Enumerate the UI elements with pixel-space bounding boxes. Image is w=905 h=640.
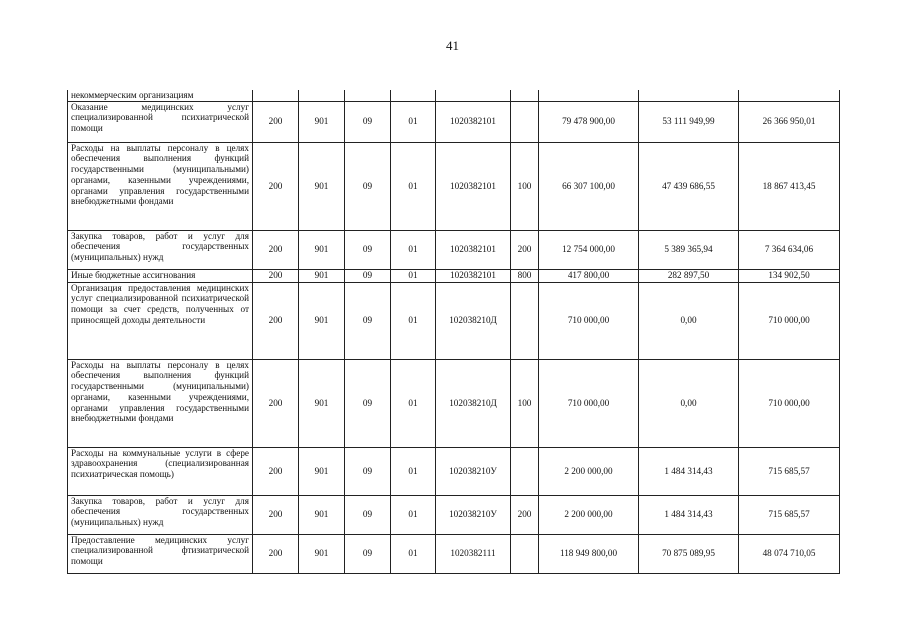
- cell-vr: 100: [511, 359, 539, 447]
- cell-sum1: [539, 90, 639, 101]
- cell-rz: 09: [345, 101, 391, 142]
- cell-ved: 901: [299, 269, 345, 282]
- table-row: [68, 90, 840, 101]
- cell-sum3: 710 000,00: [739, 359, 840, 447]
- cell-sum2: 282 897,50: [639, 269, 739, 282]
- cell-pr: [391, 90, 436, 101]
- table-row: [68, 230, 840, 269]
- cell-sum1: 118 949 800,00: [539, 534, 639, 573]
- cell-sum3: 715 685,57: [739, 495, 840, 534]
- table-row: [68, 359, 840, 447]
- cell-admin: 200: [253, 142, 299, 230]
- cell-sum2: 47 439 686,55: [639, 142, 739, 230]
- cell-sum1: 66 307 100,00: [539, 142, 639, 230]
- cell-sum1: 12 754 000,00: [539, 230, 639, 269]
- cell-pr: 01: [391, 282, 436, 359]
- table-row: [68, 142, 840, 230]
- cell-rz: 09: [345, 447, 391, 495]
- cell-csr: 1020382101: [436, 269, 511, 282]
- cell-ved: 901: [299, 142, 345, 230]
- cell-name: Расходы на выплаты персоналу в целях обеспечения выполнения функций государственными (муниципальными) органами, казенными учреждениями, органами управления государственными внебюджетными фондами: [68, 359, 253, 447]
- cell-admin: 200: [253, 447, 299, 495]
- cell-ved: [299, 90, 345, 101]
- cell-vr: [511, 282, 539, 359]
- table-row: [68, 447, 840, 495]
- cell-vr: 100: [511, 142, 539, 230]
- cell-sum2: 0,00: [639, 359, 739, 447]
- cell-pr: 01: [391, 359, 436, 447]
- cell-vr: [511, 90, 539, 101]
- cell-sum2: 53 111 949,99: [639, 101, 739, 142]
- cell-sum2: [639, 90, 739, 101]
- cell-sum1: 710 000,00: [539, 282, 639, 359]
- cell-sum3: 48 074 710,05: [739, 534, 840, 573]
- cell-name: Организация предоставления медицинских услуг специализированной психиатрической помощи за счет средств, полученных от приносящей доходы деятельности: [68, 282, 253, 359]
- cell-admin: 200: [253, 495, 299, 534]
- cell-rz: 09: [345, 495, 391, 534]
- cell-name: Закупка товаров, работ и услуг для обеспечения государственных (муниципальных) нужд: [68, 230, 253, 269]
- cell-admin: [253, 90, 299, 101]
- cell-pr: 01: [391, 534, 436, 573]
- cell-csr: 102038210У: [436, 447, 511, 495]
- cell-sum2: 70 875 089,95: [639, 534, 739, 573]
- cell-pr: 01: [391, 447, 436, 495]
- cell-csr: 102038210Д: [436, 359, 511, 447]
- cell-vr: 800: [511, 269, 539, 282]
- cell-ved: 901: [299, 534, 345, 573]
- cell-rz: 09: [345, 230, 391, 269]
- cell-rz: 09: [345, 534, 391, 573]
- cell-name: Иные бюджетные ассигнования: [68, 269, 253, 282]
- cell-sum2: 1 484 314,43: [639, 447, 739, 495]
- cell-sum1: 79 478 900,00: [539, 101, 639, 142]
- cell-name: Расходы на коммунальные услуги в сфере здравоохранения (специализированная психиатрическая помощь): [68, 447, 253, 495]
- cell-name: Оказание медицинских услуг специализированной психиатрической помощи: [68, 101, 253, 142]
- cell-vr: 200: [511, 230, 539, 269]
- cell-admin: 200: [253, 101, 299, 142]
- cell-admin: 200: [253, 230, 299, 269]
- cell-ved: 901: [299, 101, 345, 142]
- cell-ved: 901: [299, 447, 345, 495]
- cell-vr: [511, 534, 539, 573]
- cell-pr: 01: [391, 142, 436, 230]
- cell-sum2: 5 389 365,94: [639, 230, 739, 269]
- budget-table: [67, 90, 840, 574]
- cell-admin: 200: [253, 269, 299, 282]
- cell-admin: 200: [253, 282, 299, 359]
- cell-rz: 09: [345, 359, 391, 447]
- cell-name: Предоставление медицинских услуг специализированной фтизиатрической помощи: [68, 534, 253, 573]
- cell-rz: 09: [345, 269, 391, 282]
- cell-admin: 200: [253, 534, 299, 573]
- cell-pr: 01: [391, 230, 436, 269]
- cell-csr: [436, 90, 511, 101]
- cell-name: Закупка товаров, работ и услуг для обеспечения государственных (муниципальных) нужд: [68, 495, 253, 534]
- cell-pr: 01: [391, 101, 436, 142]
- cell-pr: 01: [391, 269, 436, 282]
- cell-rz: 09: [345, 282, 391, 359]
- cell-sum1: 710 000,00: [539, 359, 639, 447]
- cell-name: Расходы на выплаты персоналу в целях обеспечения выполнения функций государственными (муниципальными) органами, казенными учреждениями, органами управления государственными внебюджетными фондами: [68, 142, 253, 230]
- cell-sum3: 715 685,57: [739, 447, 840, 495]
- cell-admin: 200: [253, 359, 299, 447]
- cell-csr: 1020382101: [436, 142, 511, 230]
- cell-vr: [511, 101, 539, 142]
- cell-csr: 1020382101: [436, 230, 511, 269]
- cell-sum3: 134 902,50: [739, 269, 840, 282]
- page-number: 41: [446, 38, 459, 53]
- cell-name: некоммерческим организациям: [68, 90, 253, 101]
- cell-vr: 200: [511, 495, 539, 534]
- cell-sum3: [739, 90, 840, 101]
- table-row: [68, 269, 840, 282]
- cell-rz: [345, 90, 391, 101]
- cell-sum2: 1 484 314,43: [639, 495, 739, 534]
- cell-sum3: 710 000,00: [739, 282, 840, 359]
- table-row: [68, 495, 840, 534]
- table-row: [68, 101, 840, 142]
- cell-ved: 901: [299, 282, 345, 359]
- cell-pr: 01: [391, 495, 436, 534]
- cell-csr: 102038210У: [436, 495, 511, 534]
- cell-sum2: 0,00: [639, 282, 739, 359]
- cell-ved: 901: [299, 495, 345, 534]
- cell-sum1: 2 200 000,00: [539, 495, 639, 534]
- cell-ved: 901: [299, 230, 345, 269]
- cell-sum1: 417 800,00: [539, 269, 639, 282]
- cell-sum3: 26 366 950,01: [739, 101, 840, 142]
- cell-csr: 1020382111: [436, 534, 511, 573]
- cell-csr: 1020382101: [436, 101, 511, 142]
- cell-vr: [511, 447, 539, 495]
- table-row: [68, 534, 840, 573]
- cell-sum3: 7 364 634,06: [739, 230, 840, 269]
- table-row: [68, 282, 840, 359]
- cell-csr: 102038210Д: [436, 282, 511, 359]
- cell-sum3: 18 867 413,45: [739, 142, 840, 230]
- cell-rz: 09: [345, 142, 391, 230]
- cell-ved: 901: [299, 359, 345, 447]
- cell-sum1: 2 200 000,00: [539, 447, 639, 495]
